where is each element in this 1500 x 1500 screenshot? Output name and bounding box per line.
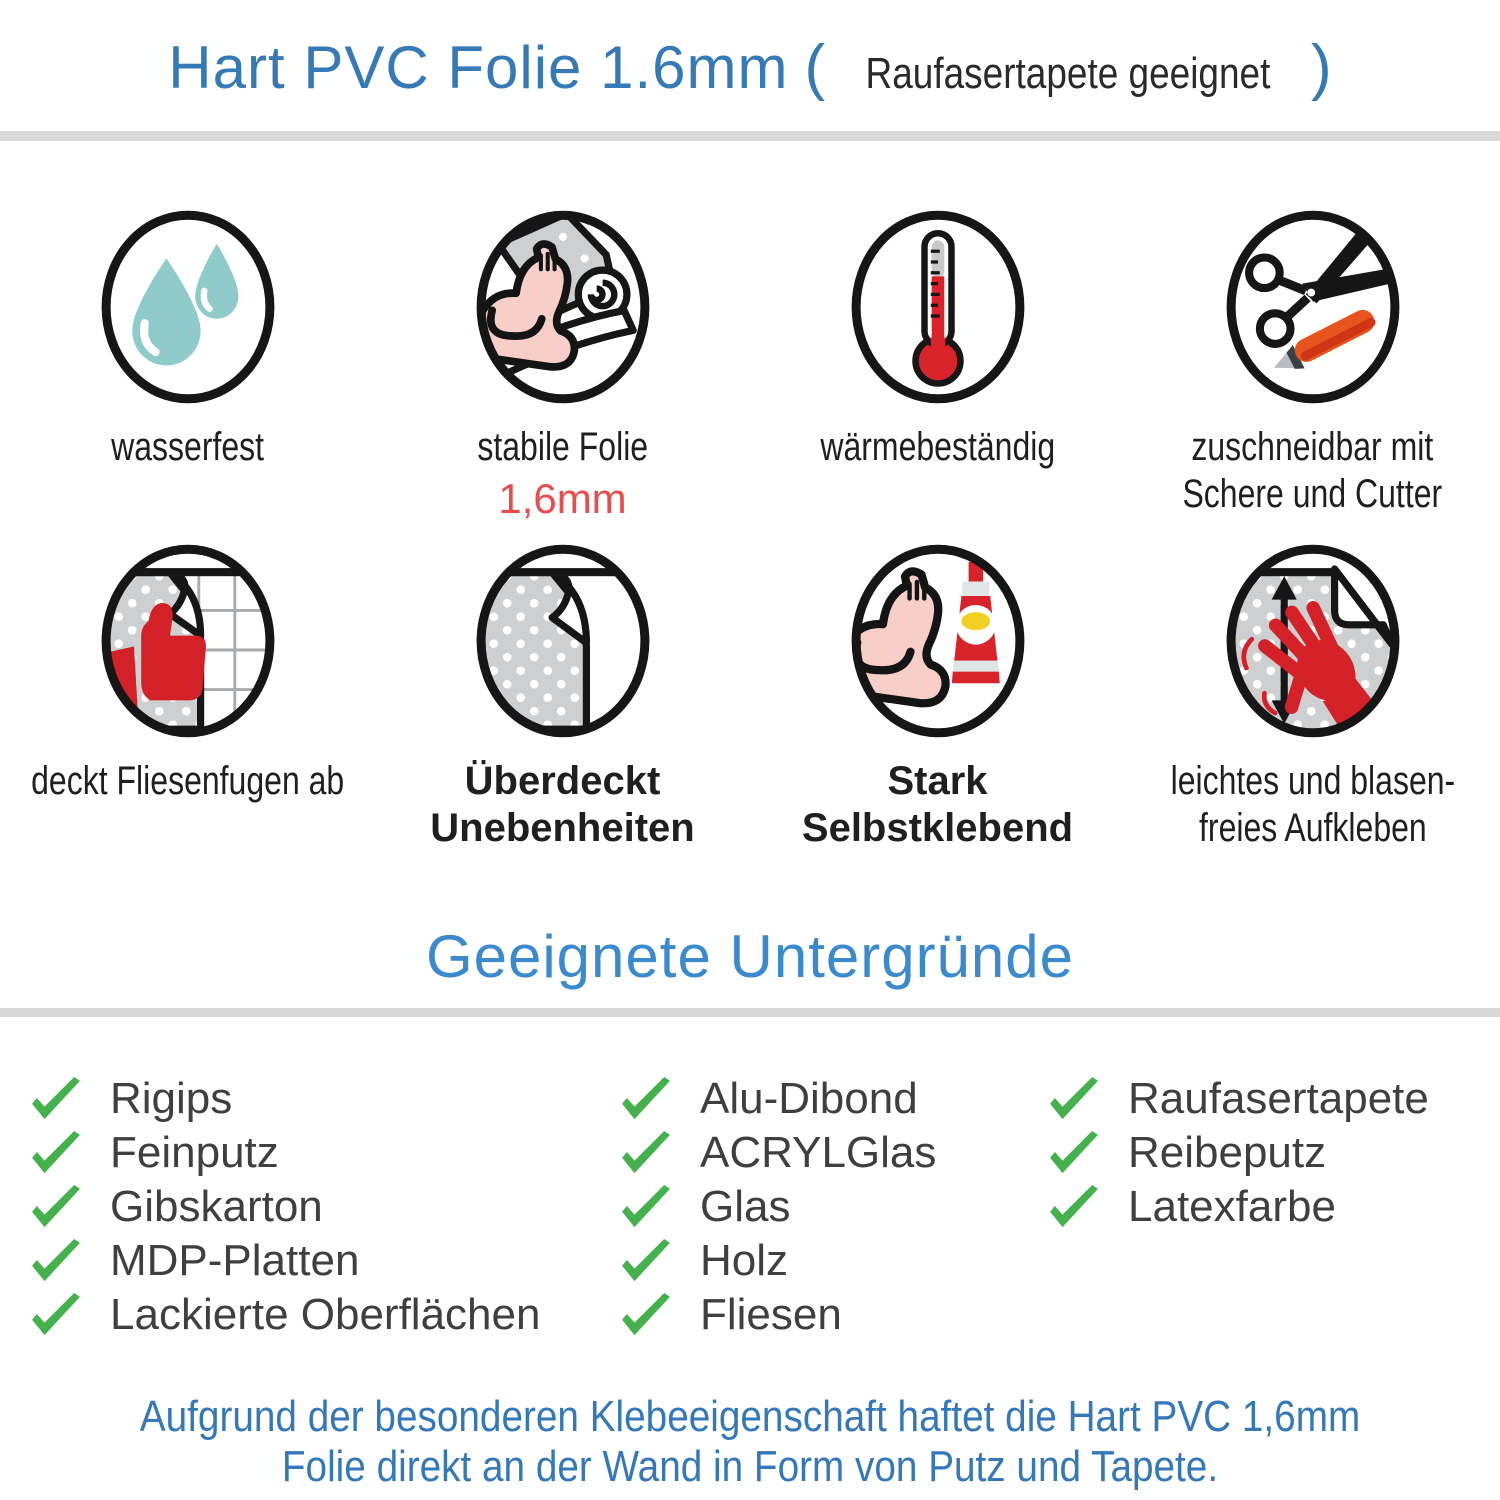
- list-item: Gibskarton: [30, 1180, 540, 1234]
- feature-stabile-folie: [375, 208, 750, 523]
- footer-note: [0, 1392, 1500, 1492]
- check-icon: [1048, 1185, 1100, 1229]
- features-row-1: [0, 208, 1500, 523]
- feature-selbstklebend: [750, 542, 1125, 852]
- feature-label: wärmebeständig: [820, 425, 1055, 469]
- substrates-column-3: [1048, 1072, 1429, 1234]
- feature-ueberdeckt: [375, 542, 750, 852]
- list-item: Raufasertapete: [1048, 1072, 1429, 1126]
- feature-wasserfest: [0, 208, 375, 523]
- check-icon: [30, 1293, 82, 1337]
- substrates-column-1: [30, 1072, 540, 1342]
- tile-thumb-icon: [98, 542, 278, 740]
- list-item: Feinputz: [30, 1126, 540, 1180]
- water-drops-icon: [98, 208, 278, 406]
- muscle-glue-icon: [848, 542, 1028, 740]
- feature-label: wasserfest: [111, 425, 264, 469]
- list-item: Holz: [620, 1234, 936, 1288]
- scissors-cutter-icon: [1223, 208, 1403, 406]
- list-item: Fliesen: [620, 1288, 936, 1342]
- feature-label: leichtes und blasen- freies Aufkleben: [1170, 759, 1455, 851]
- list-item: Alu-Dibond: [620, 1072, 936, 1126]
- divider-top: [0, 131, 1500, 141]
- paren-open: (: [804, 33, 826, 102]
- check-icon: [1048, 1131, 1100, 1175]
- substrates-column-2: [620, 1072, 936, 1342]
- check-icon: [620, 1239, 672, 1283]
- page-title-main: Hart PVC Folie 1.6mm: [168, 34, 789, 101]
- check-icon: [30, 1185, 82, 1229]
- hand-press-icon: [1223, 542, 1403, 740]
- feature-zuschneidbar: [1125, 208, 1500, 523]
- foil-fold-icon: [473, 542, 653, 740]
- check-icon: [620, 1077, 672, 1121]
- list-item: Glas: [620, 1180, 936, 1234]
- check-icon: [620, 1293, 672, 1337]
- feature-fliesenfugen: [0, 542, 375, 852]
- thermometer-icon: [848, 208, 1028, 406]
- feature-waermebestaendig: [750, 208, 1125, 523]
- feature-label: Überdeckt Unebenheiten: [430, 759, 695, 851]
- footer-line-2: Folie direkt an der Wand in Form von Putz und Tapete.: [281, 1442, 1219, 1491]
- list-item: MDP-Platten: [30, 1234, 540, 1288]
- paren-close: ): [1311, 33, 1332, 102]
- feature-sublabel-thickness: 1,6mm: [498, 475, 627, 523]
- feature-label: stabile Folie: [477, 425, 648, 469]
- check-icon: [1048, 1077, 1100, 1121]
- check-icon: [30, 1077, 82, 1121]
- list-item: Latexfarbe: [1048, 1180, 1429, 1234]
- page-title-subtitle: Raufasertapete geeignet: [865, 49, 1271, 98]
- muscle-foil-icon: [473, 208, 653, 406]
- divider-section: [0, 1008, 1500, 1017]
- list-item: Lackierte Oberflächen: [30, 1288, 540, 1342]
- list-item: Reibeputz: [1048, 1126, 1429, 1180]
- features-row-2: [0, 542, 1500, 852]
- section-title: Geeignete Untergründe: [425, 923, 1075, 990]
- list-item: Rigips: [30, 1072, 540, 1126]
- check-icon: [30, 1239, 82, 1283]
- feature-aufkleben: [1125, 542, 1500, 852]
- feature-label: deckt Fliesenfugen ab: [30, 759, 345, 803]
- page-title: [0, 32, 1500, 103]
- feature-label: zuschneidbar mit Schere und Cutter: [1182, 425, 1443, 517]
- footer-line-1: Aufgrund der besonderen Klebeeigenschaft haftet die Hart PVC 1,6mm: [139, 1392, 1361, 1441]
- feature-label: Stark Selbstklebend: [801, 759, 1074, 851]
- check-icon: [620, 1185, 672, 1229]
- check-icon: [30, 1131, 82, 1175]
- check-icon: [620, 1131, 672, 1175]
- list-item: ACRYLGlas: [620, 1126, 936, 1180]
